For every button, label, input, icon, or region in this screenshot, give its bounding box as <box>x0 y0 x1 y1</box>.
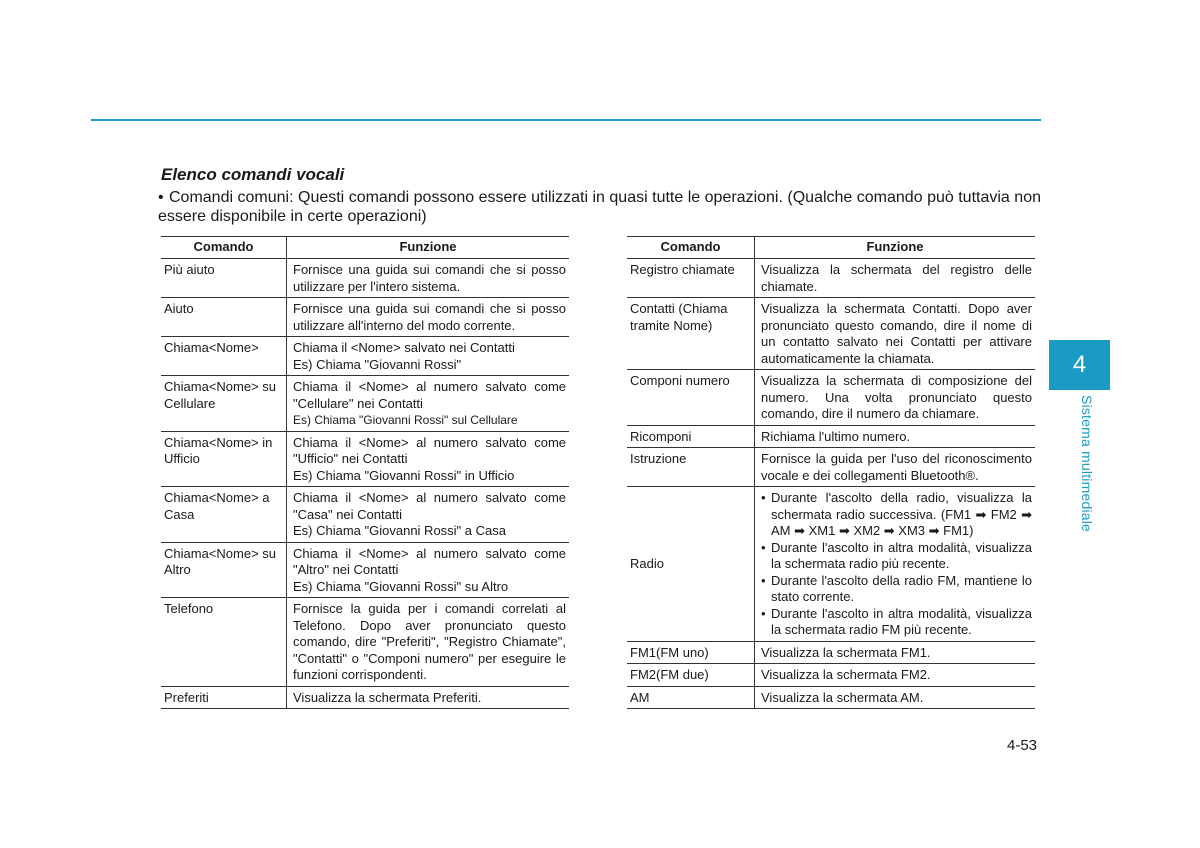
table-row <box>627 448 1035 487</box>
function-cell <box>287 487 570 543</box>
table-row <box>627 298 1035 370</box>
function-text: Chiama il <Nome> al numero salvato come "Cellulare" nei Contatti <box>293 379 566 411</box>
function-cell <box>287 337 570 376</box>
table-row <box>161 686 569 709</box>
table-row <box>627 259 1035 298</box>
function-cell <box>755 487 1036 642</box>
commands-table-right <box>627 236 1035 709</box>
header-rule <box>91 119 1041 121</box>
function-cell <box>287 431 570 487</box>
list-bullet: • <box>761 605 766 621</box>
intro-text: Comandi comuni: Questi comandi possono essere utilizzati in quasi tutte le operazioni. (Qualche comando può tuttavia non essere disponibile in certe operazioni) <box>158 189 1041 225</box>
table-row <box>161 487 569 543</box>
table-header-row <box>627 237 1035 259</box>
function-text: Chiama il <Nome> al numero salvato come "Casa" nei Contatti <box>293 490 566 522</box>
table-row <box>627 370 1035 426</box>
intro-paragraph <box>158 188 1041 226</box>
command-cell: Componi numero <box>627 370 755 426</box>
commands-table-left <box>161 236 569 709</box>
command-cell: FM1(FM uno) <box>627 641 755 664</box>
table-row <box>627 641 1035 664</box>
command-cell: Ricomponi <box>627 425 755 448</box>
command-cell: Preferiti <box>161 686 287 709</box>
command-cell: Registro chiamate <box>627 259 755 298</box>
table-row <box>627 425 1035 448</box>
command-cell: Chiama<Nome> <box>161 337 287 376</box>
table-row <box>161 337 569 376</box>
command-cell: Contatti (Chiama tramite Nome) <box>627 298 755 370</box>
command-cell: Più aiuto <box>161 259 287 298</box>
function-cell <box>287 542 570 598</box>
command-cell: FM2(FM due) <box>627 664 755 687</box>
function-example: Es) Chiama "Giovanni Rossi" in Ufficio <box>293 467 515 483</box>
list-bullet: • <box>761 539 766 555</box>
list-item <box>761 540 1032 573</box>
table-row <box>161 431 569 487</box>
command-cell: Istruzione <box>627 448 755 487</box>
chapter-title-label: Sistema multimediale <box>1079 395 1095 533</box>
table-row <box>161 298 569 337</box>
section-title: Elenco comandi vocali <box>161 165 345 184</box>
command-cell: AM <box>627 686 755 709</box>
table-row <box>627 664 1035 687</box>
list-item <box>761 573 1032 606</box>
chapter-number-tab: 4 <box>1049 340 1110 390</box>
function-example: Es) Chiama "Giovanni Rossi" sul Cellulare <box>293 413 518 427</box>
command-cell: Chiama<Nome> su Cellulare <box>161 376 287 432</box>
function-cell: Visualizza la schermata Preferiti. <box>287 686 570 709</box>
table-row <box>161 259 569 298</box>
command-cell: Chiama<Nome> su Altro <box>161 542 287 598</box>
list-item <box>761 606 1032 639</box>
function-cell: Visualizza la schermata di composizione del numero. Una volta pronunciato questo comando, dire il numero da chiamare. <box>755 370 1036 426</box>
function-cell: Fornisce una guida sui comandi che si posso utilizzare all'interno del modo corrente. <box>287 298 570 337</box>
function-example: Es) Chiama "Giovanni Rossi" <box>293 356 462 372</box>
list-bullet: • <box>761 490 766 505</box>
list-item-text: Durante l'ascolto in altra modalità, visualizza la schermata radio FM più recente. <box>771 605 1032 637</box>
command-cell: Chiama<Nome> in Ufficio <box>161 431 287 487</box>
function-cell: Visualizza la schermata FM1. <box>755 641 1036 664</box>
list-item-text: Durante l'ascolto della radio FM, mantiene lo stato corrente. <box>771 572 1032 604</box>
list-item-text: Durante l'ascolto in altra modalità, visualizza la schermata radio più recente. <box>771 539 1032 571</box>
function-cell: Fornisce una guida sui comandi che si posso utilizzare per l'intero sistema. <box>287 259 570 298</box>
table-row <box>161 542 569 598</box>
function-example: Es) Chiama "Giovanni Rossi" su Altro <box>293 578 509 594</box>
function-text: Chiama il <Nome> salvato nei Contatti <box>293 340 515 355</box>
intro-bullet: • <box>158 189 164 206</box>
command-cell: Aiuto <box>161 298 287 337</box>
command-cell: Chiama<Nome> a Casa <box>161 487 287 543</box>
column-header-function: Funzione <box>755 237 1036 259</box>
function-cell <box>287 376 570 432</box>
function-cell: Richiama l'ultimo numero. <box>755 425 1036 448</box>
table-row <box>627 686 1035 709</box>
list-bullet: • <box>761 572 766 588</box>
function-text: Chiama il <Nome> al numero salvato come "Altro" nei Contatti <box>293 545 566 577</box>
page-number: 4-53 <box>1007 737 1038 754</box>
column-header-function: Funzione <box>287 237 570 259</box>
column-header-command: Comando <box>627 237 755 259</box>
function-cell: Fornisce la guida per l'uso del riconoscimento vocale e dei collegamenti Bluetooth®. <box>755 448 1036 487</box>
command-cell: Telefono <box>161 598 287 687</box>
column-header-command: Comando <box>161 237 287 259</box>
list-item <box>761 490 1032 540</box>
function-cell: Visualizza la schermata FM2. <box>755 664 1036 687</box>
function-example: Es) Chiama "Giovanni Rossi" a Casa <box>293 523 506 538</box>
function-cell: Fornisce la guida per i comandi correlati al Telefono. Dopo aver pronunciato questo comando, dire "Preferiti", "Registro Chiamate", "Contatti" o "Componi numero" per eseguire le funzioni corrispondenti. <box>287 598 570 687</box>
table-row <box>161 598 569 687</box>
table-header-row <box>161 237 569 259</box>
function-cell: Visualizza la schermata del registro delle chiamate. <box>755 259 1036 298</box>
command-cell: Radio <box>627 487 755 642</box>
radio-behaviour-list <box>761 490 1032 639</box>
table-row-radio <box>627 487 1035 642</box>
function-cell: Visualizza la schermata Contatti. Dopo aver pronunciato questo comando, dire il nome di un contatto salvato nei Contatti per attivare automaticamente la chiamata. <box>755 298 1036 370</box>
list-item-text: Durante l'ascolto della radio, visualizza la schermata radio successiva. (FM1 ➡ FM2 ➡ AM ➡ XM1 ➡ XM2 ➡ XM3 ➡ FM1) <box>771 490 1032 538</box>
function-cell: Visualizza la schermata AM. <box>755 686 1036 709</box>
table-row <box>161 376 569 432</box>
function-text: Chiama il <Nome> al numero salvato come "Ufficio" nei Contatti <box>293 434 566 466</box>
